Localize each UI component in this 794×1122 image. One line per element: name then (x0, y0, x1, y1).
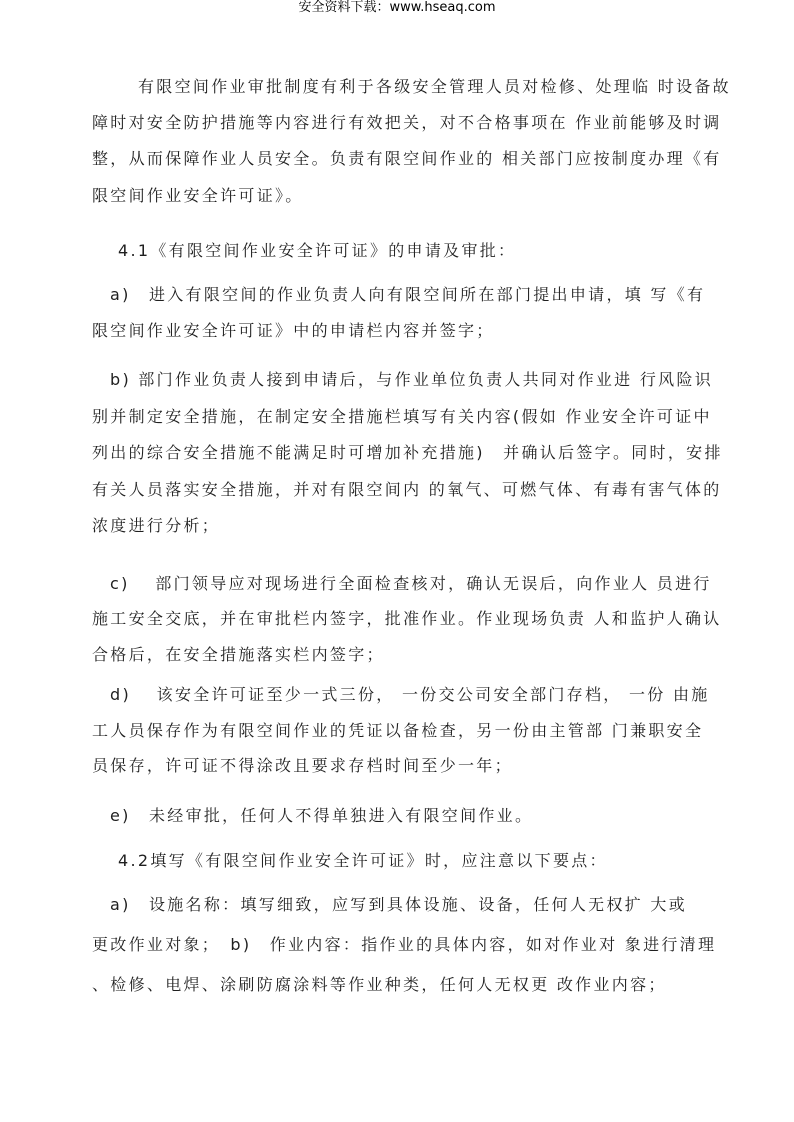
body-text-line: 限空间作业安全许可证》。 (92, 186, 304, 205)
body-text-line: 列出的综合安全措施不能满足时可增加补充措施) 并确认后签字。同时，安排 (92, 443, 723, 462)
body-text-line: 合格后，在安全措施落实栏内签字； (92, 645, 385, 664)
list-item-a: a) 进入有限空间的作业负责人向有限空间所在部门提出申请，填 写《有 (110, 285, 706, 304)
body-text-line: 有限空间作业审批制度有利于各级安全管理人员对检修、处理临 时设备故 (138, 77, 731, 96)
body-text-line: 限空间作业安全许可证》中的申请栏内容并签字； (92, 321, 495, 340)
list-item-a: a) 设施名称：填写细致，应写到具体设施、设备，任何人无权扩 大或 (110, 895, 688, 914)
body-text-line: 施工安全交底，并在审批栏内签字，批准作业。作业现场负责 人和监护人确认 (92, 609, 722, 628)
section-heading-4-2: 4.2填写《有限空间作业安全许可证》时，应注意以下要点： (118, 851, 608, 870)
body-text-line: 浓度进行分析； (92, 516, 221, 535)
body-text-line: 有关人员落实安全措施，并对有限空间内 的氧气、可燃气体、有毒有害气体的 (92, 480, 722, 499)
list-item-e: e) 未经审批，任何人不得单独进入有限空间作业。 (110, 806, 534, 825)
body-text-line: 更改作业对象； b) 作业内容：指作业的具体内容，如对作业对 象进行清理 (92, 935, 717, 954)
body-text-line: 、检修、电焊、涂刷防腐涂料等作业种类，任何人无权更 改作业内容； (92, 975, 667, 994)
list-item-c: c) 部门领导应对现场进行全面检查核对，确认无误后，向作业人 员进行 (110, 574, 712, 593)
section-heading-4-1: 4.1《有限空间作业安全许可证》的申请及审批： (118, 241, 517, 260)
body-text-line: 工人员保存作为有限空间作业的凭证以备检查，另一份由主管部 门兼职安全 (92, 721, 704, 740)
body-text-line: 员保存，许可证不得涂改且要求存档时间至少一年； (92, 756, 513, 775)
body-text-line: 障时对安全防护措施等内容进行有效把关，对不合格事项在 作业前能够及时调 (92, 113, 722, 132)
page-header: 安全资料下载：www.hseaq.com (298, 0, 496, 15)
list-item-d: d) 该安全许可证至少一式三份， 一份交公司安全部门存档， 一份 由施 (110, 685, 710, 704)
list-item-b: b) 部门作业负责人接到申请后，与作业单位负责人共同对作业进 行风险识 (110, 370, 714, 389)
body-text-line: 整，从而保障作业人员安全。负责有限空间作业的 相关部门应按制度办理《有 (92, 149, 722, 168)
body-text-line: 别并制定安全措施，在制定安全措施栏填写有关内容(假如 作业安全许可证中 (92, 407, 712, 426)
